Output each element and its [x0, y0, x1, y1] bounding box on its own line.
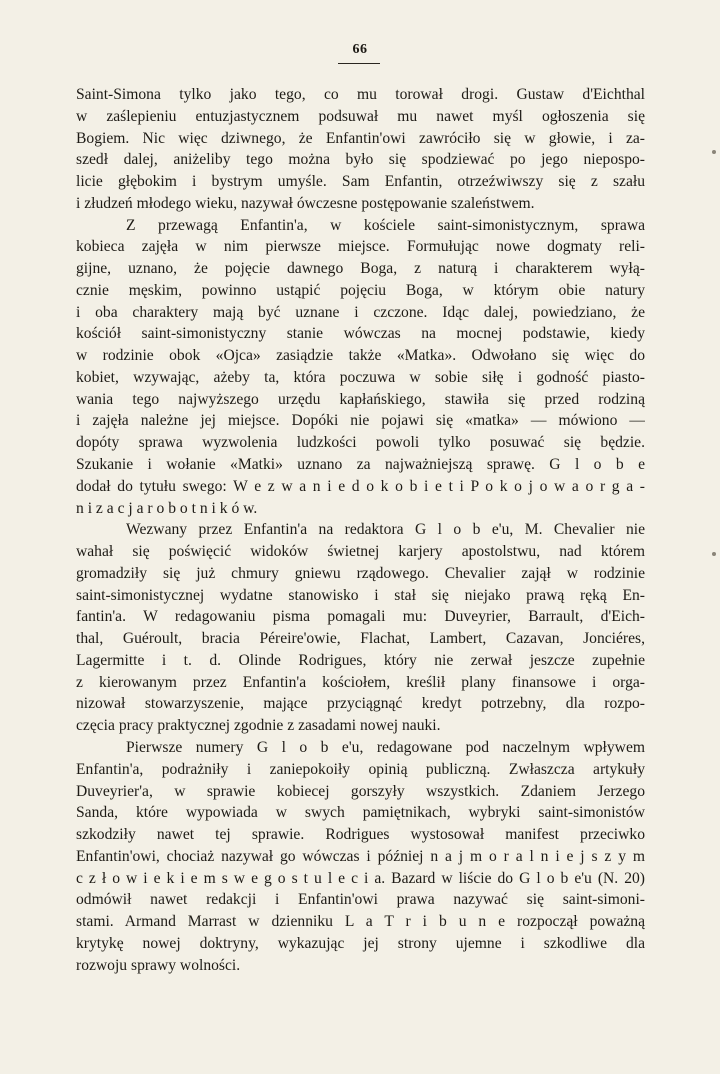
text-line: szkodziły nawet tej sprawie. Rodrigues wystosował manifest przeciwko	[76, 826, 645, 844]
text-line: c z ł o w i e k i e m s w e g o s t u l e c i a. Bazard w liście do G l o b e'u (N. 20)	[76, 869, 645, 887]
text-line: nizował stowarzyszenie, mające przyciągnąć kredyt potrzebny, dla rozpo-	[76, 695, 645, 713]
text-line: stami. Armand Marrast w dzienniku L a T r i b u n e rozpoczął poważną	[76, 913, 645, 931]
text-line: Enfantin'owi, chociaż nazywał go wówczas i później n a j m o r a l n i e j s z y m	[76, 847, 645, 865]
text-line: w rodzinie obok «Ojca» zasiądzie także «Matka». Odwołano się więc do	[76, 347, 645, 365]
text-line: cznie męskim, powinno ustąpić pojęciu Boga, w którym obie natury	[76, 281, 645, 299]
text-line: wahał się poświęcić widoków świetnej karjery apostolstwu, nad którem	[76, 543, 645, 561]
text-line: kobiet, wzywając, ażeby ta, która poczuwa w sobie siłę i godność piasto-	[76, 368, 645, 386]
text-line: w zaślepieniu entuzjastycznem podsuwał mu nawet myśl ogłoszenia się	[76, 107, 645, 125]
text-line: Lagermitte i t. d. Olinde Rodrigues, który nie zerwał jeszcze zupełnie	[76, 651, 645, 669]
page-number: 66	[352, 42, 368, 57]
text-line: Bogiem. Nic więc dziwnego, że Enfantin'owi zawróciło się w głowie, i za-	[76, 129, 645, 147]
text-line: gijne, uznano, że pojęcie dawnego Boga, z naturą i charakterem wyłą-	[76, 260, 645, 278]
text-line: i złudzeń młodego wieku, nazywał ówczesne postępowanie szaleństwem.	[76, 194, 535, 212]
text-line: kobieca zajęła w nim pierwsze miejsce. Formułując nowe dogmaty reli-	[76, 238, 645, 256]
text-line: dopóty sprawa wyzwolenia ludzkości powoli tylko posuwać się będzie.	[76, 434, 645, 452]
body-text	[76, 84, 645, 976]
text-line: gromadziły się już chmury gniewu rządowego. Chevalier zajął w rodzinie	[76, 564, 645, 582]
text-line: wania tego najwyższego urzędu kapłańskiego, stawiła się przed rodziną	[76, 390, 645, 408]
text-line: Sanda, które wypowiada w swych pamiętnikach, wybryki saint-simonistów	[76, 804, 645, 822]
text-line: Duveyrier'a, w sprawie kobiecej gorszyły wszystkich. Zdaniem Jerzego	[76, 782, 645, 800]
page-number-rule	[338, 63, 380, 64]
margin-mark	[712, 552, 716, 556]
text-line: Saint-Simona tylko jako tego, co mu torował drogi. Gustaw d'Eichthal	[76, 86, 645, 103]
text-line: saint-simonistycznej wydatne stanowisko i stał się niejako prawą ręką En-	[76, 586, 645, 604]
text-line: odmówił nawet redakcji i Enfantin'owi prawa nazywać się saint-simoni-	[76, 891, 645, 909]
text-line: Szukanie i wołanie «Matki» uznano za najważniejszą sprawę. G l o b e	[76, 456, 645, 474]
text-line: krytykę nowej doktryny, wykazując jej strony ujemne i szkodliwe dla	[76, 934, 645, 952]
text-line: n i z a c j a r o b o t n i k ó w.	[76, 499, 258, 517]
text-line: Wezwany przez Enfantin'a na redaktora G l o b e'u, M. Chevalier nie	[126, 521, 645, 539]
text-line: i zajęła należne jej miejsce. Dopóki nie pojawi się «matka» — mówiono —	[76, 412, 645, 430]
text-line: kościół saint-simonistyczny stanie wówczas na mocnej podstawie, kiedy	[76, 325, 645, 343]
text-line: Z przewagą Enfantin'a, w kościele saint-simonistycznym, sprawa	[126, 216, 645, 234]
text-line: thal, Guéroult, bracia Péreire'owie, Flachat, Lambert, Cazavan, Jonciéres,	[76, 630, 645, 648]
text-line: rozwoju sprawy wolności.	[76, 956, 241, 974]
text-line: dodał do tytułu swego: W e z w a n i e d o k o b i e t i P o k o j o w a o r g a -	[76, 477, 645, 495]
text-line: licie głębokim i bystrym umyśle. Sam Enfantin, otrzeźwiwszy się z szału	[76, 173, 645, 191]
text-line: fantin'a. W redagowaniu pisma pomagali mu: Duveyrier, Barrault, d'Eich-	[76, 608, 645, 626]
text-line: Pierwsze numery G l o b e'u, redagowane pod naczelnym wpływem	[126, 738, 645, 756]
text-line: Enfantin'a, podrażniły i zaniepokoiły opinią publiczną. Zwłaszcza artykuły	[76, 760, 645, 778]
margin-mark	[712, 150, 716, 154]
text-line: częcia pracy praktycznej zgodnie z zasadami nowej nauki.	[76, 717, 441, 735]
text-line: i oba charaktery mają być uznane i czczone. Idąc dalej, powiedziano, że	[76, 303, 645, 321]
text-line: z kierowanym przez Enfantin'a kościołem, kreślił plany finansowe i orga-	[76, 673, 645, 691]
text-line: szedł dalej, aniżeliby tego można było się spodziewać po jego niepospo-	[76, 151, 645, 169]
